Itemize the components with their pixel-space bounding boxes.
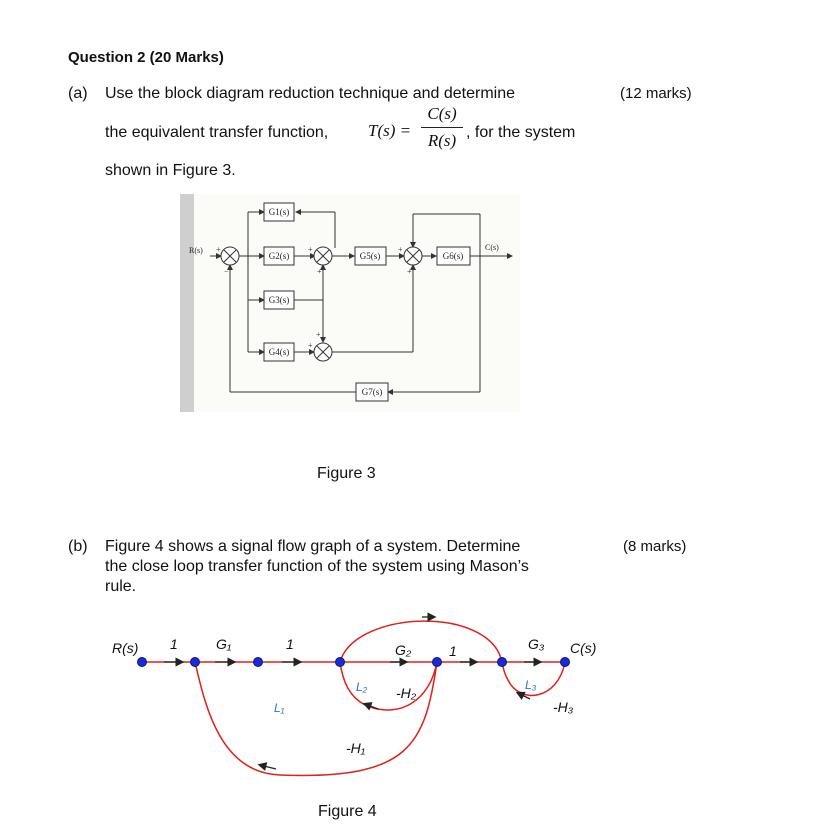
loop-h1	[195, 662, 437, 775]
upper-branch	[340, 621, 502, 662]
part-b-line2: the close loop transfer function of the system using Mason’s	[105, 558, 529, 575]
part-b-line1: Figure 4 shows a signal flow graph of a system. Determine	[105, 538, 521, 555]
part-b-marks: (8 marks)	[623, 538, 687, 555]
part-a-line3: shown in Figure 3.	[105, 162, 236, 179]
scan-shadow	[180, 194, 194, 412]
figure3-caption: Figure 3	[317, 465, 376, 482]
node-2	[254, 658, 263, 667]
block-g7-label: G7(s)	[361, 387, 383, 397]
tf-numerator: C(s)	[427, 104, 457, 123]
block-g2-label: G2(s)	[268, 251, 290, 261]
node-3	[336, 658, 345, 667]
block-g5-label: G5(s)	[359, 251, 381, 261]
part-a-label: (a)	[68, 85, 88, 102]
part-a-line1: Use the block diagram reduction technique and determine	[105, 85, 516, 102]
block-g4-label: G4(s)	[268, 347, 290, 357]
loop-label-l1: L₁	[274, 701, 285, 715]
branch-label-g2: G₂	[395, 642, 412, 658]
summing-junction-4	[314, 343, 332, 361]
sfg-input-label: R(s)	[112, 640, 139, 656]
block-g3-label: G3(s)	[268, 295, 290, 305]
feedback-label-h3: -H₃	[553, 699, 574, 715]
block-g1-label: G1(s)	[268, 207, 290, 217]
part-a-line2-before: the equivalent transfer function,	[105, 124, 329, 141]
part-b-label: (b)	[68, 538, 88, 555]
scan-background	[194, 194, 520, 412]
figure4-signal-flow-graph	[100, 605, 620, 785]
part-a-line2-after: , for the system	[466, 124, 576, 141]
branch-label-1c: 1	[449, 643, 457, 659]
sign-sum4-plus-left: +	[308, 341, 313, 350]
sign-sum2-plus-left: +	[308, 245, 313, 254]
node-5	[498, 658, 507, 667]
summing-junction-1	[221, 247, 239, 265]
loop-h2	[340, 662, 437, 710]
loop-label-l2: L₂	[356, 680, 368, 694]
figure3-block-diagram	[180, 192, 520, 414]
loop-label-l3: L₃	[525, 678, 537, 692]
tf-fraction-bar	[421, 127, 463, 128]
sign-sum1-minus: −	[224, 267, 229, 276]
sign-sum4-plus-top: +	[316, 330, 321, 339]
sign-sum3-plus-bottom: +	[407, 267, 412, 276]
branch-label-g1: G₁	[216, 636, 232, 652]
branch-label-1b: 1	[286, 636, 294, 652]
summing-junction-3	[404, 247, 422, 265]
sign-sum3-plus-left: +	[398, 245, 403, 254]
node-4	[433, 658, 442, 667]
figure4-caption: Figure 4	[318, 803, 377, 820]
question-title: Question 2 (20 Marks)	[68, 49, 224, 66]
block-g6-label: G6(s)	[442, 251, 464, 261]
node-r	[138, 658, 147, 667]
branch-label-1: 1	[170, 636, 178, 652]
node-c	[561, 658, 570, 667]
arrow-loop-h1	[260, 765, 276, 769]
fig3-input-label: R(s)	[189, 246, 203, 255]
sfg-output-label: C(s)	[570, 640, 597, 656]
branch-label-g3: G₃	[528, 636, 545, 652]
tf-denominator: R(s)	[427, 131, 457, 150]
sign-sum1-plus: +	[216, 245, 221, 254]
sign-sum2-plus-bottom: +	[317, 267, 322, 276]
part-a-marks: (12 marks)	[620, 85, 692, 102]
node-1	[191, 658, 200, 667]
feedback-label-h2: -H₂	[396, 685, 417, 701]
feedback-label-h1: -H₁	[346, 740, 366, 756]
tf-lhs: T(s) =	[368, 121, 412, 140]
summing-junction-2	[314, 247, 332, 265]
fig3-output-label: C(s)	[485, 243, 499, 252]
part-b-line3: rule.	[105, 578, 137, 595]
